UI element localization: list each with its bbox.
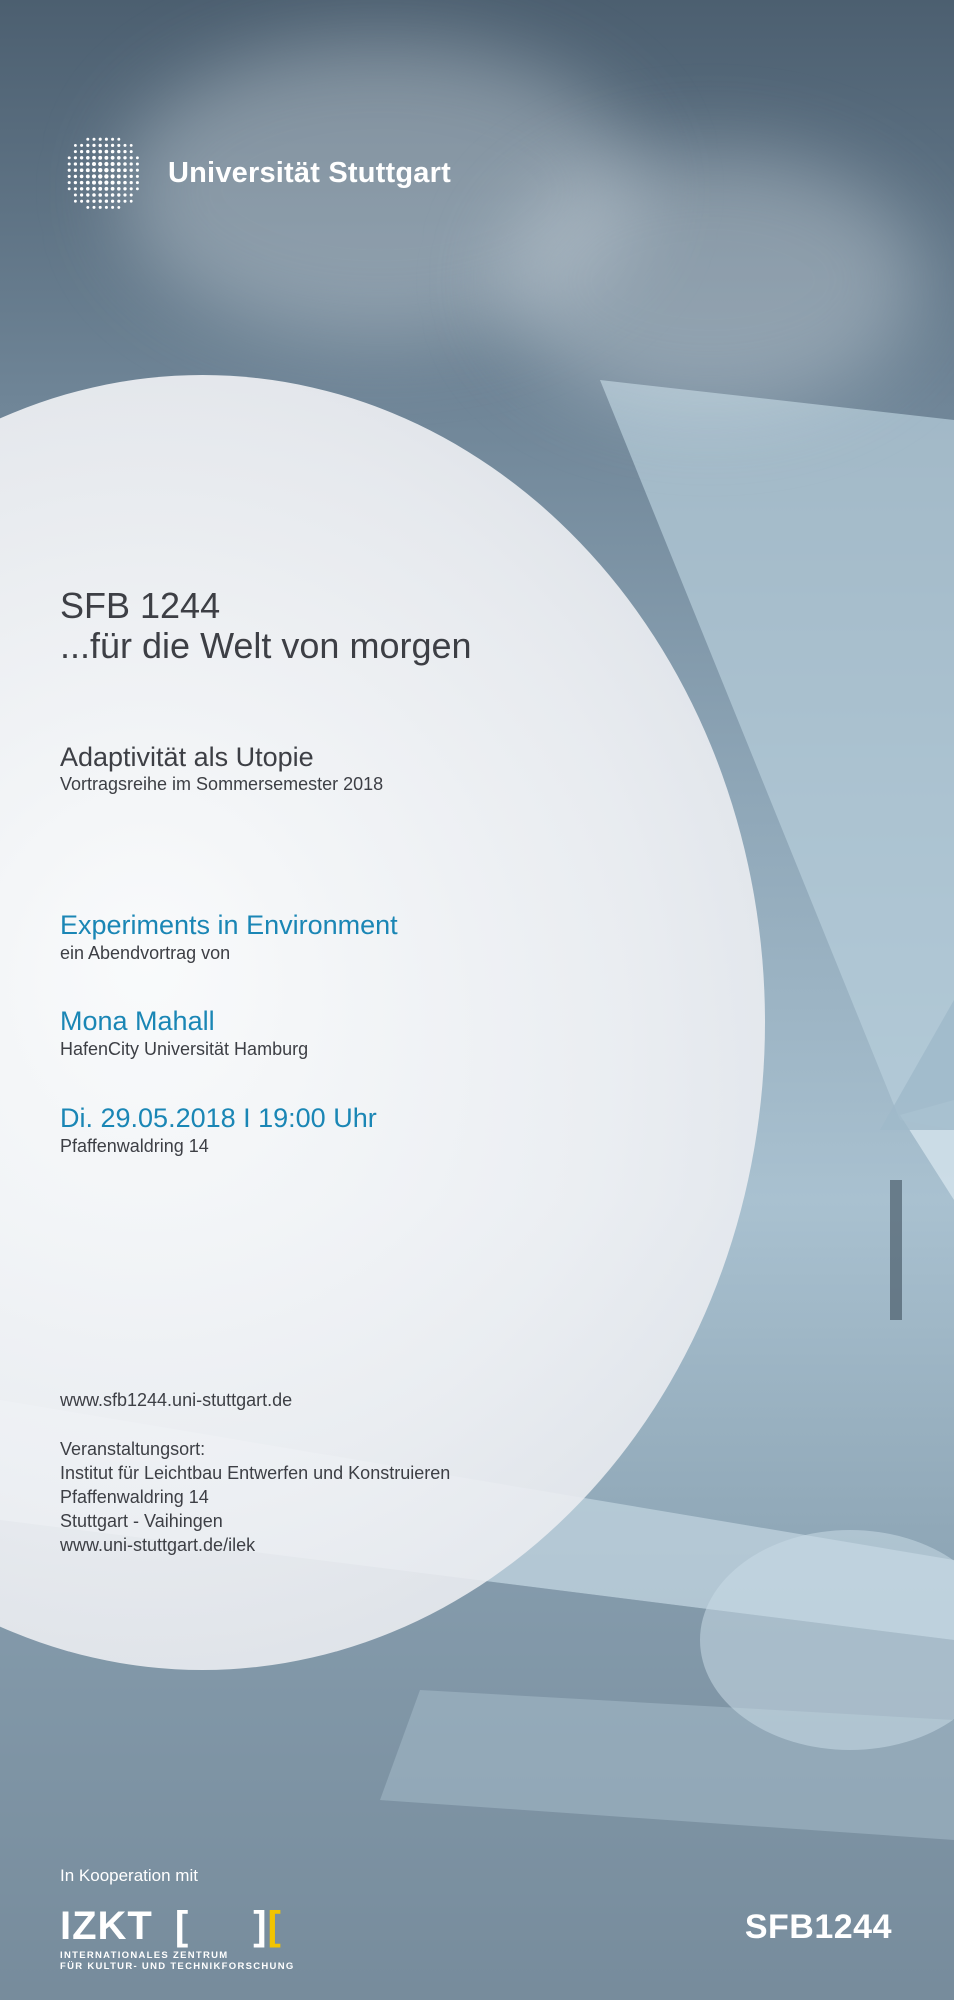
emblem-dot <box>123 187 126 190</box>
emblem-dot <box>98 156 102 160</box>
emblem-dot <box>92 187 96 191</box>
emblem-dot <box>99 206 102 209</box>
emblem-dot <box>117 156 121 160</box>
emblem-dot <box>104 174 108 178</box>
emblem-dot <box>74 181 77 184</box>
venue-label: Veranstaltungsort: <box>60 1439 206 1459</box>
emblem-dot <box>80 200 83 203</box>
emblem-dot <box>111 150 115 154</box>
emblem-dot <box>117 144 120 147</box>
talk-datetime: Di. 29.05.2018 I 19:00 Uhr <box>60 1103 377 1133</box>
emblem-dot <box>86 200 89 203</box>
emblem-dot <box>111 174 115 178</box>
emblem-dot <box>117 162 121 166</box>
emblem-dot <box>98 181 102 185</box>
emblem-dot <box>104 162 108 166</box>
izkt-name: IZKT <box>60 1904 153 1948</box>
emblem-dot <box>105 138 108 141</box>
bracket-icon: [ <box>174 1904 190 1948</box>
series-title: Adaptivität als Utopie <box>60 742 314 772</box>
emblem-dot <box>68 187 71 190</box>
emblem-dot <box>130 144 133 147</box>
cooperation-label: In Kooperation mit <box>60 1866 198 1885</box>
emblem-dot <box>105 144 108 147</box>
emblem-dot <box>111 200 114 203</box>
emblem-dot <box>92 150 96 154</box>
emblem-dot <box>68 181 71 184</box>
emblem-dot <box>111 138 114 141</box>
emblem-dot <box>92 174 96 178</box>
emblem-dot <box>68 175 71 178</box>
emblem-dot <box>98 150 102 154</box>
emblem-dot <box>80 193 83 196</box>
emblem-dot <box>123 175 127 179</box>
talk-intro: ein Abendvortrag von <box>60 943 231 963</box>
emblem-dot <box>86 138 89 141</box>
emblem-dot <box>123 162 127 166</box>
emblem-dot <box>98 187 102 191</box>
emblem-dot <box>93 206 96 209</box>
speaker-affiliation: HafenCity Universität Hamburg <box>60 1039 309 1059</box>
speaker-name: Mona Mahall <box>60 1006 215 1036</box>
venue-line: Institut für Leichtbau Entwerfen und Konstruieren <box>60 1463 451 1483</box>
bracket-yellow-icon: [ <box>267 1904 282 1948</box>
emblem-dot <box>86 206 89 209</box>
emblem-dot <box>130 200 133 203</box>
emblem-dot <box>136 156 139 159</box>
emblem-dot <box>74 162 77 165</box>
emblem-dot <box>111 181 115 185</box>
emblem-dot <box>123 156 126 159</box>
emblem-dot <box>124 200 127 203</box>
emblem-dot <box>130 181 133 184</box>
university-name: Universität Stuttgart <box>168 156 451 189</box>
emblem-dot <box>117 150 120 153</box>
emblem-dot <box>86 162 90 166</box>
emblem-dot <box>123 168 127 172</box>
emblem-dot <box>74 200 77 203</box>
emblem-dot <box>136 187 139 190</box>
emblem-dot <box>92 168 96 172</box>
emblem-dot <box>74 144 77 147</box>
emblem-dot <box>104 181 108 185</box>
emblem-dot <box>86 150 89 153</box>
venue-line: Pfaffenwaldring 14 <box>60 1487 209 1507</box>
emblem-dot <box>68 156 71 159</box>
emblem-dot <box>80 187 83 190</box>
emblem-dot <box>86 174 90 178</box>
emblem-dot <box>111 187 115 191</box>
emblem-dot <box>136 175 139 178</box>
emblem-dot <box>105 193 109 197</box>
emblem-dot <box>92 156 96 160</box>
emblem-dot <box>92 162 96 166</box>
title-line2: ...für die Welt von morgen <box>60 625 472 666</box>
emblem-dot <box>117 138 120 141</box>
emblem-dot <box>68 162 71 165</box>
emblem-dot <box>74 193 77 196</box>
emblem-dot <box>98 193 102 197</box>
emblem-dot <box>80 156 83 159</box>
title-line1: SFB 1244 <box>60 585 221 626</box>
emblem-dot <box>117 200 120 203</box>
emblem-dot <box>80 181 84 185</box>
emblem-dot <box>68 169 71 172</box>
emblem-dot <box>136 181 139 184</box>
emblem-dot <box>130 169 133 172</box>
emblem-dot <box>80 144 83 147</box>
emblem-dot <box>92 200 95 203</box>
emblem-dot <box>130 156 133 159</box>
emblem-dot <box>130 175 133 178</box>
bracket-icon: ] <box>253 1904 268 1948</box>
emblem-dot <box>123 193 126 196</box>
emblem-dot <box>86 181 90 185</box>
emblem-dot <box>98 162 102 166</box>
emblem-dot <box>74 175 77 178</box>
emblem-dot <box>74 169 77 172</box>
emblem-dot <box>80 175 84 179</box>
izkt-line2: FÜR KULTUR- UND TECHNIKFORSCHUNG <box>60 1961 295 1972</box>
emblem-dot <box>123 150 126 153</box>
emblem-dot <box>80 162 84 166</box>
emblem-dot <box>111 168 115 172</box>
emblem-dot <box>111 193 115 197</box>
emblem-dot <box>117 181 121 185</box>
emblem-dot <box>86 193 89 196</box>
emblem-dot <box>74 187 77 190</box>
emblem-dot <box>117 193 120 196</box>
venue-line: Stuttgart - Vaihingen <box>60 1511 223 1531</box>
emblem-dot <box>130 150 133 153</box>
series-subtitle: Vortragsreihe im Sommersemester 2018 <box>60 774 384 794</box>
emblem-dot <box>92 193 96 197</box>
emblem-dot <box>86 156 90 160</box>
emblem-dot <box>111 156 115 160</box>
emblem-dot <box>136 163 139 166</box>
emblem-dot <box>99 138 102 141</box>
emblem-dot <box>111 162 115 166</box>
emblem-dot <box>111 206 114 209</box>
venue-website-link[interactable]: www.uni-stuttgart.de/ilek <box>60 1535 256 1555</box>
izkt-line1: INTERNATIONALES ZENTRUM <box>60 1950 229 1961</box>
emblem-dot <box>105 206 108 209</box>
emblem-dot <box>86 144 89 147</box>
website-link[interactable]: www.sfb1244.uni-stuttgart.de <box>60 1390 293 1410</box>
emblem-dot <box>74 156 77 159</box>
emblem-dot <box>136 169 139 172</box>
emblem-dot <box>80 168 84 172</box>
emblem-dot <box>98 168 102 172</box>
emblem-dot <box>92 181 96 185</box>
emblem-dot <box>130 187 133 190</box>
emblem-dot <box>117 206 120 209</box>
izkt-logo <box>60 1906 295 1972</box>
emblem-dot <box>117 174 121 178</box>
emblem-dot <box>111 144 114 147</box>
emblem-dot <box>123 181 127 185</box>
emblem-dot <box>117 168 121 172</box>
emblem-dot <box>117 187 121 191</box>
university-emblem-icon <box>60 130 146 216</box>
emblem-dot <box>104 156 108 160</box>
emblem-dot <box>92 144 95 147</box>
emblem-dot <box>123 144 126 147</box>
sfb-logo: SFB1244 <box>744 1908 892 1946</box>
emblem-dot <box>86 187 90 191</box>
talk-title: Experiments in Environment <box>60 910 398 940</box>
emblem-dot <box>99 144 102 147</box>
emblem-dot <box>80 150 83 153</box>
emblem-dot <box>105 200 108 203</box>
emblem-dot <box>86 168 90 172</box>
university-logo <box>60 130 451 216</box>
emblem-dot <box>130 162 133 165</box>
talk-address: Pfaffenwaldring 14 <box>60 1136 209 1156</box>
emblem-dot <box>92 138 95 141</box>
emblem-dot <box>98 174 102 178</box>
emblem-dot <box>105 150 109 154</box>
emblem-dot <box>74 150 77 153</box>
emblem-dot <box>104 168 108 172</box>
emblem-dot <box>130 194 133 197</box>
emblem-dot <box>99 200 102 203</box>
emblem-dot <box>104 187 108 191</box>
